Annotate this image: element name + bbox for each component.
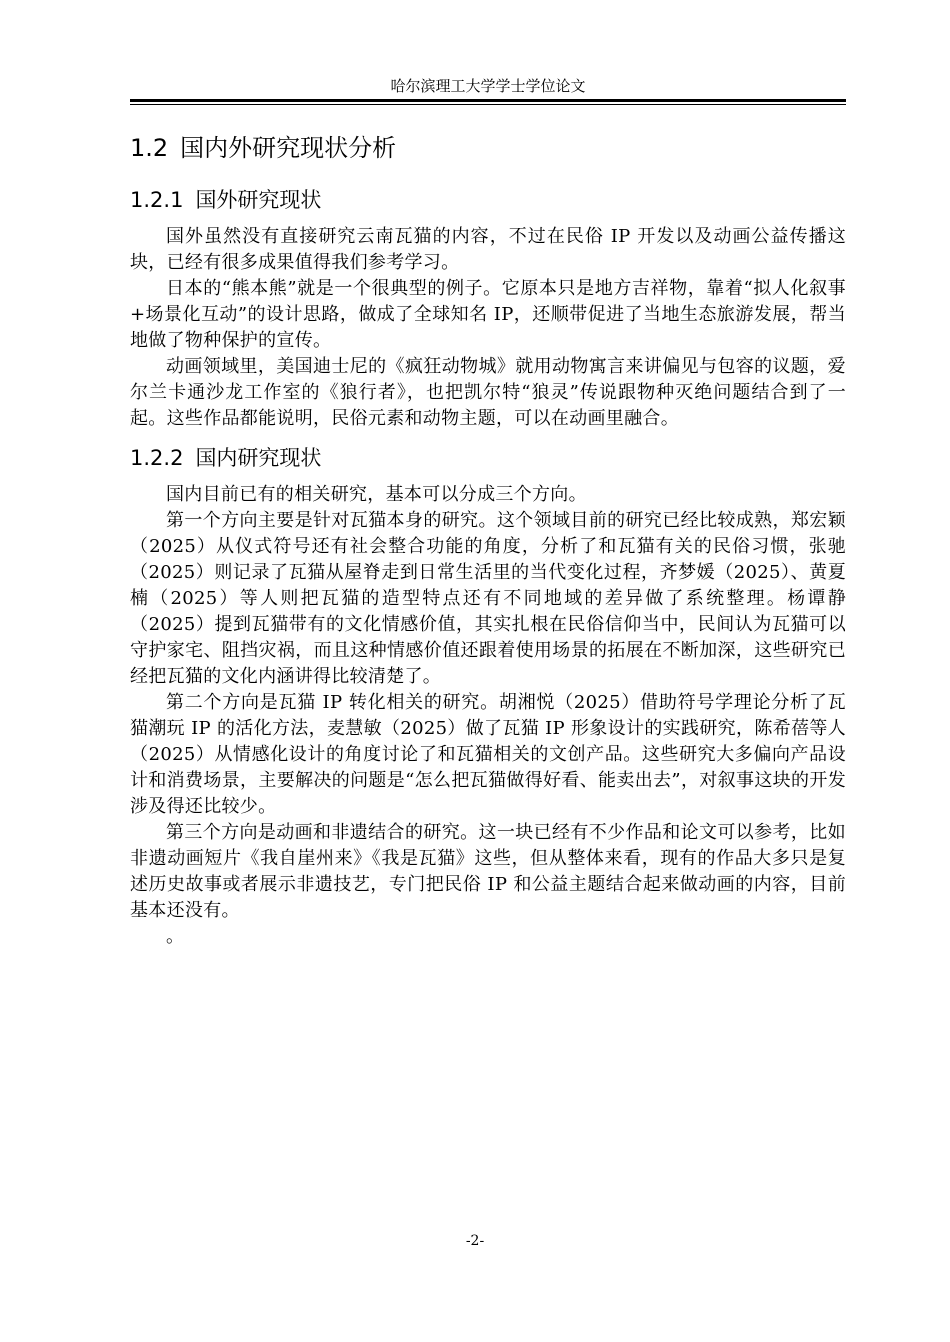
paragraph: 日本的“熊本熊”就是一个很典型的例子。它原本只是地方吉祥物，靠着“拟人化叙事+场景化互动”的设计思路，做成了全球知名 IP，还顺带促进了当地生态旅游发展，帮当地做了物种保护的宣传。 bbox=[130, 278, 846, 351]
header-rule-thin bbox=[130, 104, 846, 105]
subsection-number: 1.2.1 bbox=[130, 188, 184, 212]
paragraph: 动画领域里，美国迪士尼的《疯狂动物城》就用动物寓言来讲偏见与包容的议题，爱尔兰卡通沙龙工作室的《狼行者》，也把凯尔特“狼灵”传说跟物种灭绝问题结合到了一起。这些作品都能说明，民俗元素和动物主题，可以在动画里融合。 bbox=[130, 356, 846, 429]
paragraph: 第一个方向主要是针对瓦猫本身的研究。这个领域目前的研究已经比较成熟，郑宏颖（2025）从仪式符号还有社会整合功能的角度，分析了和瓦猫有关的民俗习惯，张驰（2025）则记录了瓦猫从屋脊走到日常生活里的当代变化过程，齐梦媛（2025）、黄夏楠（2025）等人则把瓦猫的造型特点还有不同地域的差异做了系统整理。杨谭静（2025）提到瓦猫带有的文化情感价值，其实扎根在民俗信仰当中，民间认为瓦猫可以守护家宅、阻挡灾祸，而且这种情感价值还跟着使用场景的拓展在不断加深，这些研究已经把瓦猫的文化内涵讲得比较清楚了。 bbox=[130, 510, 846, 687]
running-header: 哈尔滨理工大学学士学位论文 bbox=[390, 77, 586, 95]
subsection-heading-foreign bbox=[130, 182, 846, 218]
subsection-title: 国外研究现状 bbox=[195, 188, 322, 212]
subsection-heading-domestic bbox=[130, 440, 846, 476]
paragraph: 国外虽然没有直接研究云南瓦猫的内容，不过在民俗 IP 开发以及动画公益传播这块，已经有很多成果值得我们参考学习。 bbox=[130, 226, 846, 273]
subsection-title: 国内研究现状 bbox=[195, 446, 322, 470]
paragraph: 第二个方向是瓦猫 IP 转化相关的研究。胡湘悦（2025）借助符号学理论分析了瓦猫潮玩 IP 的活化方法，麦慧敏（2025）做了瓦猫 IP 形象设计的实践研究，陈希蓓等人（2025）从情感化设计的角度讨论了和瓦猫相关的文创产品。这些研究大多偏向产品设计和消费场景，主要解决的问题是“怎么把瓦猫做得好看、能卖出去”，对叙事这块的开发涉及得还比较少。 bbox=[130, 692, 846, 817]
subsection-number: 1.2.2 bbox=[130, 446, 184, 470]
section-heading bbox=[130, 128, 846, 168]
section-number: 1.2 bbox=[130, 134, 169, 162]
paragraph: 国内目前已有的相关研究，基本可以分成三个方向。 bbox=[166, 484, 587, 505]
section-title: 国内外研究现状分析 bbox=[180, 134, 397, 162]
paragraph: 。 bbox=[166, 926, 185, 947]
paragraph: 第三个方向是动画和非遗结合的研究。这一块已经有不少作品和论文可以参考，比如非遗动画短片《我自崖州来》《我是瓦猫》这些，但从整体来看，现有的作品大多只是复述历史故事或者展示非遗技艺，专门把民俗 IP 和公益主题结合起来做动画的内容，目前基本还没有。 bbox=[130, 822, 846, 921]
page-body bbox=[130, 128, 846, 950]
header-rule-thick bbox=[130, 99, 846, 102]
page-number: -2- bbox=[465, 1233, 485, 1249]
